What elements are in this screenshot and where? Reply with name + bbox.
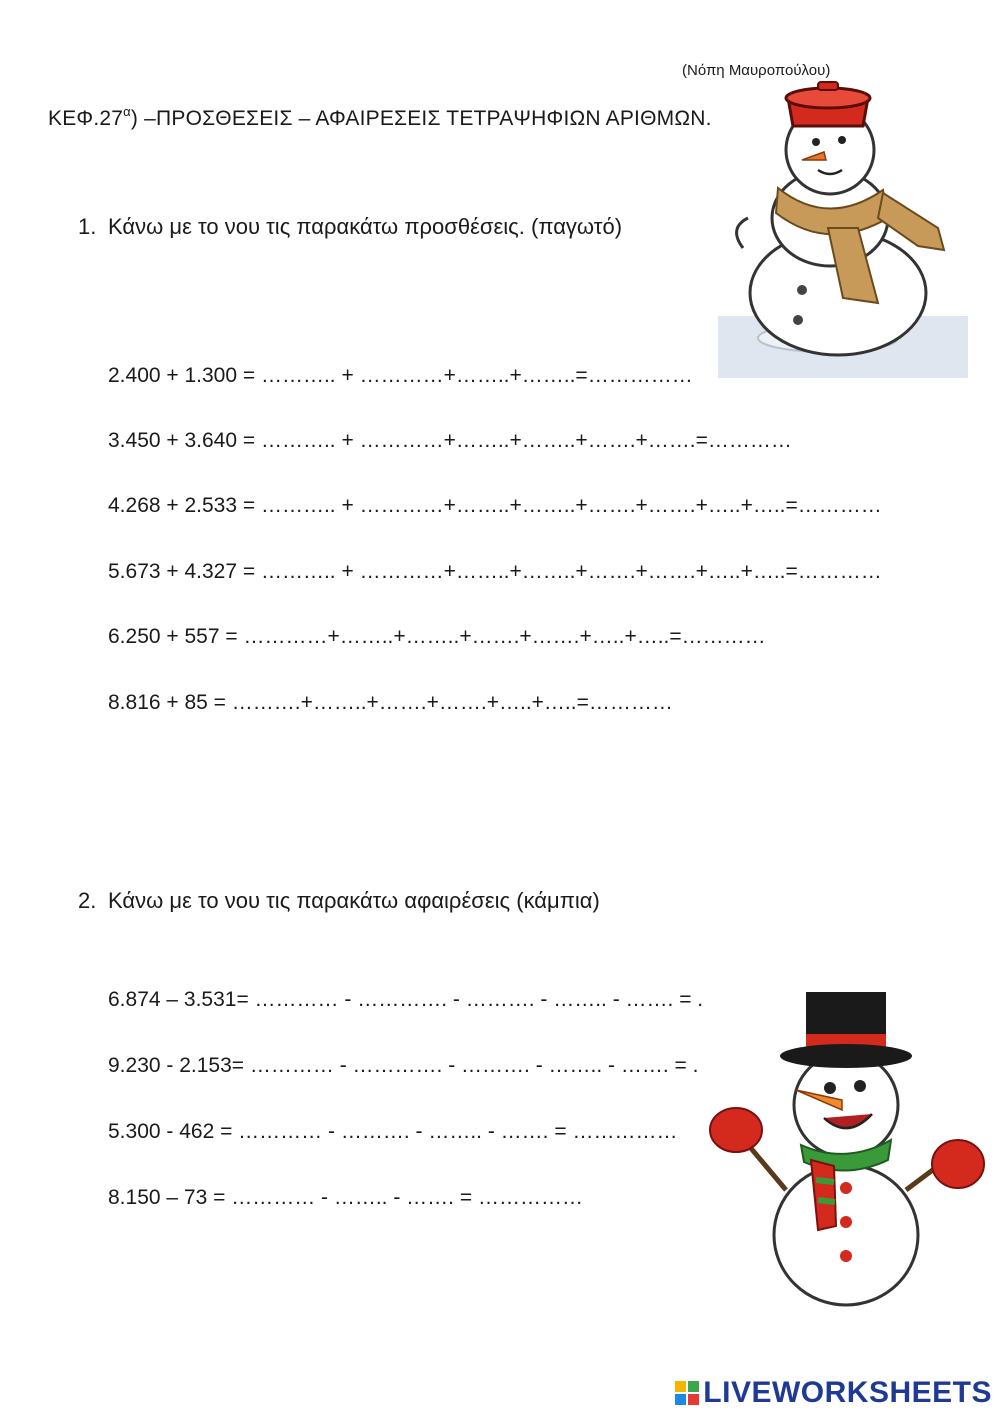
title-prefix: ΚΕΦ.27 [48, 107, 124, 130]
addition-line-1: 2.400 + 1.300 = ……….. + …………+……..+……..=…………… [108, 364, 693, 387]
title-suffix: ) –ΠΡΟΣΘΕΣΕΙΣ – ΑΦΑΙΡΕΣΕΙΣ ΤΕΤΡΑΨΗΦΙΩΝ ΑΡΙΘΜΩΝ. [130, 107, 712, 130]
addition-line-2: 3.450 + 3.640 = ……….. + …………+……..+……..+…….+…….=………… [108, 429, 792, 452]
section1-number: 1. [78, 214, 97, 239]
title-superscript: α [123, 104, 131, 119]
liveworksheets-logo-icon [675, 1381, 699, 1405]
section1-heading [78, 214, 622, 240]
section2-text: Κάνω με το νου τις παρακάτω αφαιρέσεις (κάμπια) [108, 888, 600, 913]
section1-text: Κάνω με το νου τις παρακάτω προσθέσεις. (παγωτό) [108, 214, 623, 239]
section2-number: 2. [78, 888, 97, 913]
snowman-top-hat-image [706, 990, 986, 1310]
subtraction-line-1: 6.874 – 3.531= ………… - …………. - ………. - …….. - ……. = . [108, 988, 704, 1011]
author-credit: (Νόπη Μαυροπούλου) [682, 62, 831, 79]
addition-line-3: 4.268 + 2.533 = ……….. + …………+……..+……..+…….+…….+…..+…..=………… [108, 494, 882, 517]
subtraction-line-2: 9.230 - 2.153= ………… - …………. - ………. - …….. - ……. = . [108, 1054, 699, 1077]
page-title [48, 104, 712, 131]
snowman-pot-hat-image [718, 78, 968, 378]
section2-heading [78, 888, 600, 914]
brand-text: LIVEWORKSHEETS [703, 1376, 992, 1409]
liveworksheets-brand [675, 1376, 992, 1410]
addition-line-4: 5.673 + 4.327 = ……….. + …………+……..+……..+…….+…….+…..+…..=………… [108, 560, 882, 583]
addition-line-6: 8.816 + 85 = ……….+……..+…….+…….+…..+…..=………… [108, 691, 673, 714]
subtraction-line-4: 8.150 – 73 = ………… - …….. - ……. = …………… [108, 1186, 583, 1209]
addition-line-5: 6.250 + 557 = …………+……..+……..+…….+…….+…..+…..=………… [108, 625, 766, 648]
subtraction-line-3: 5.300 - 462 = ………… - ………. - …….. - ……. = …………… [108, 1120, 678, 1143]
